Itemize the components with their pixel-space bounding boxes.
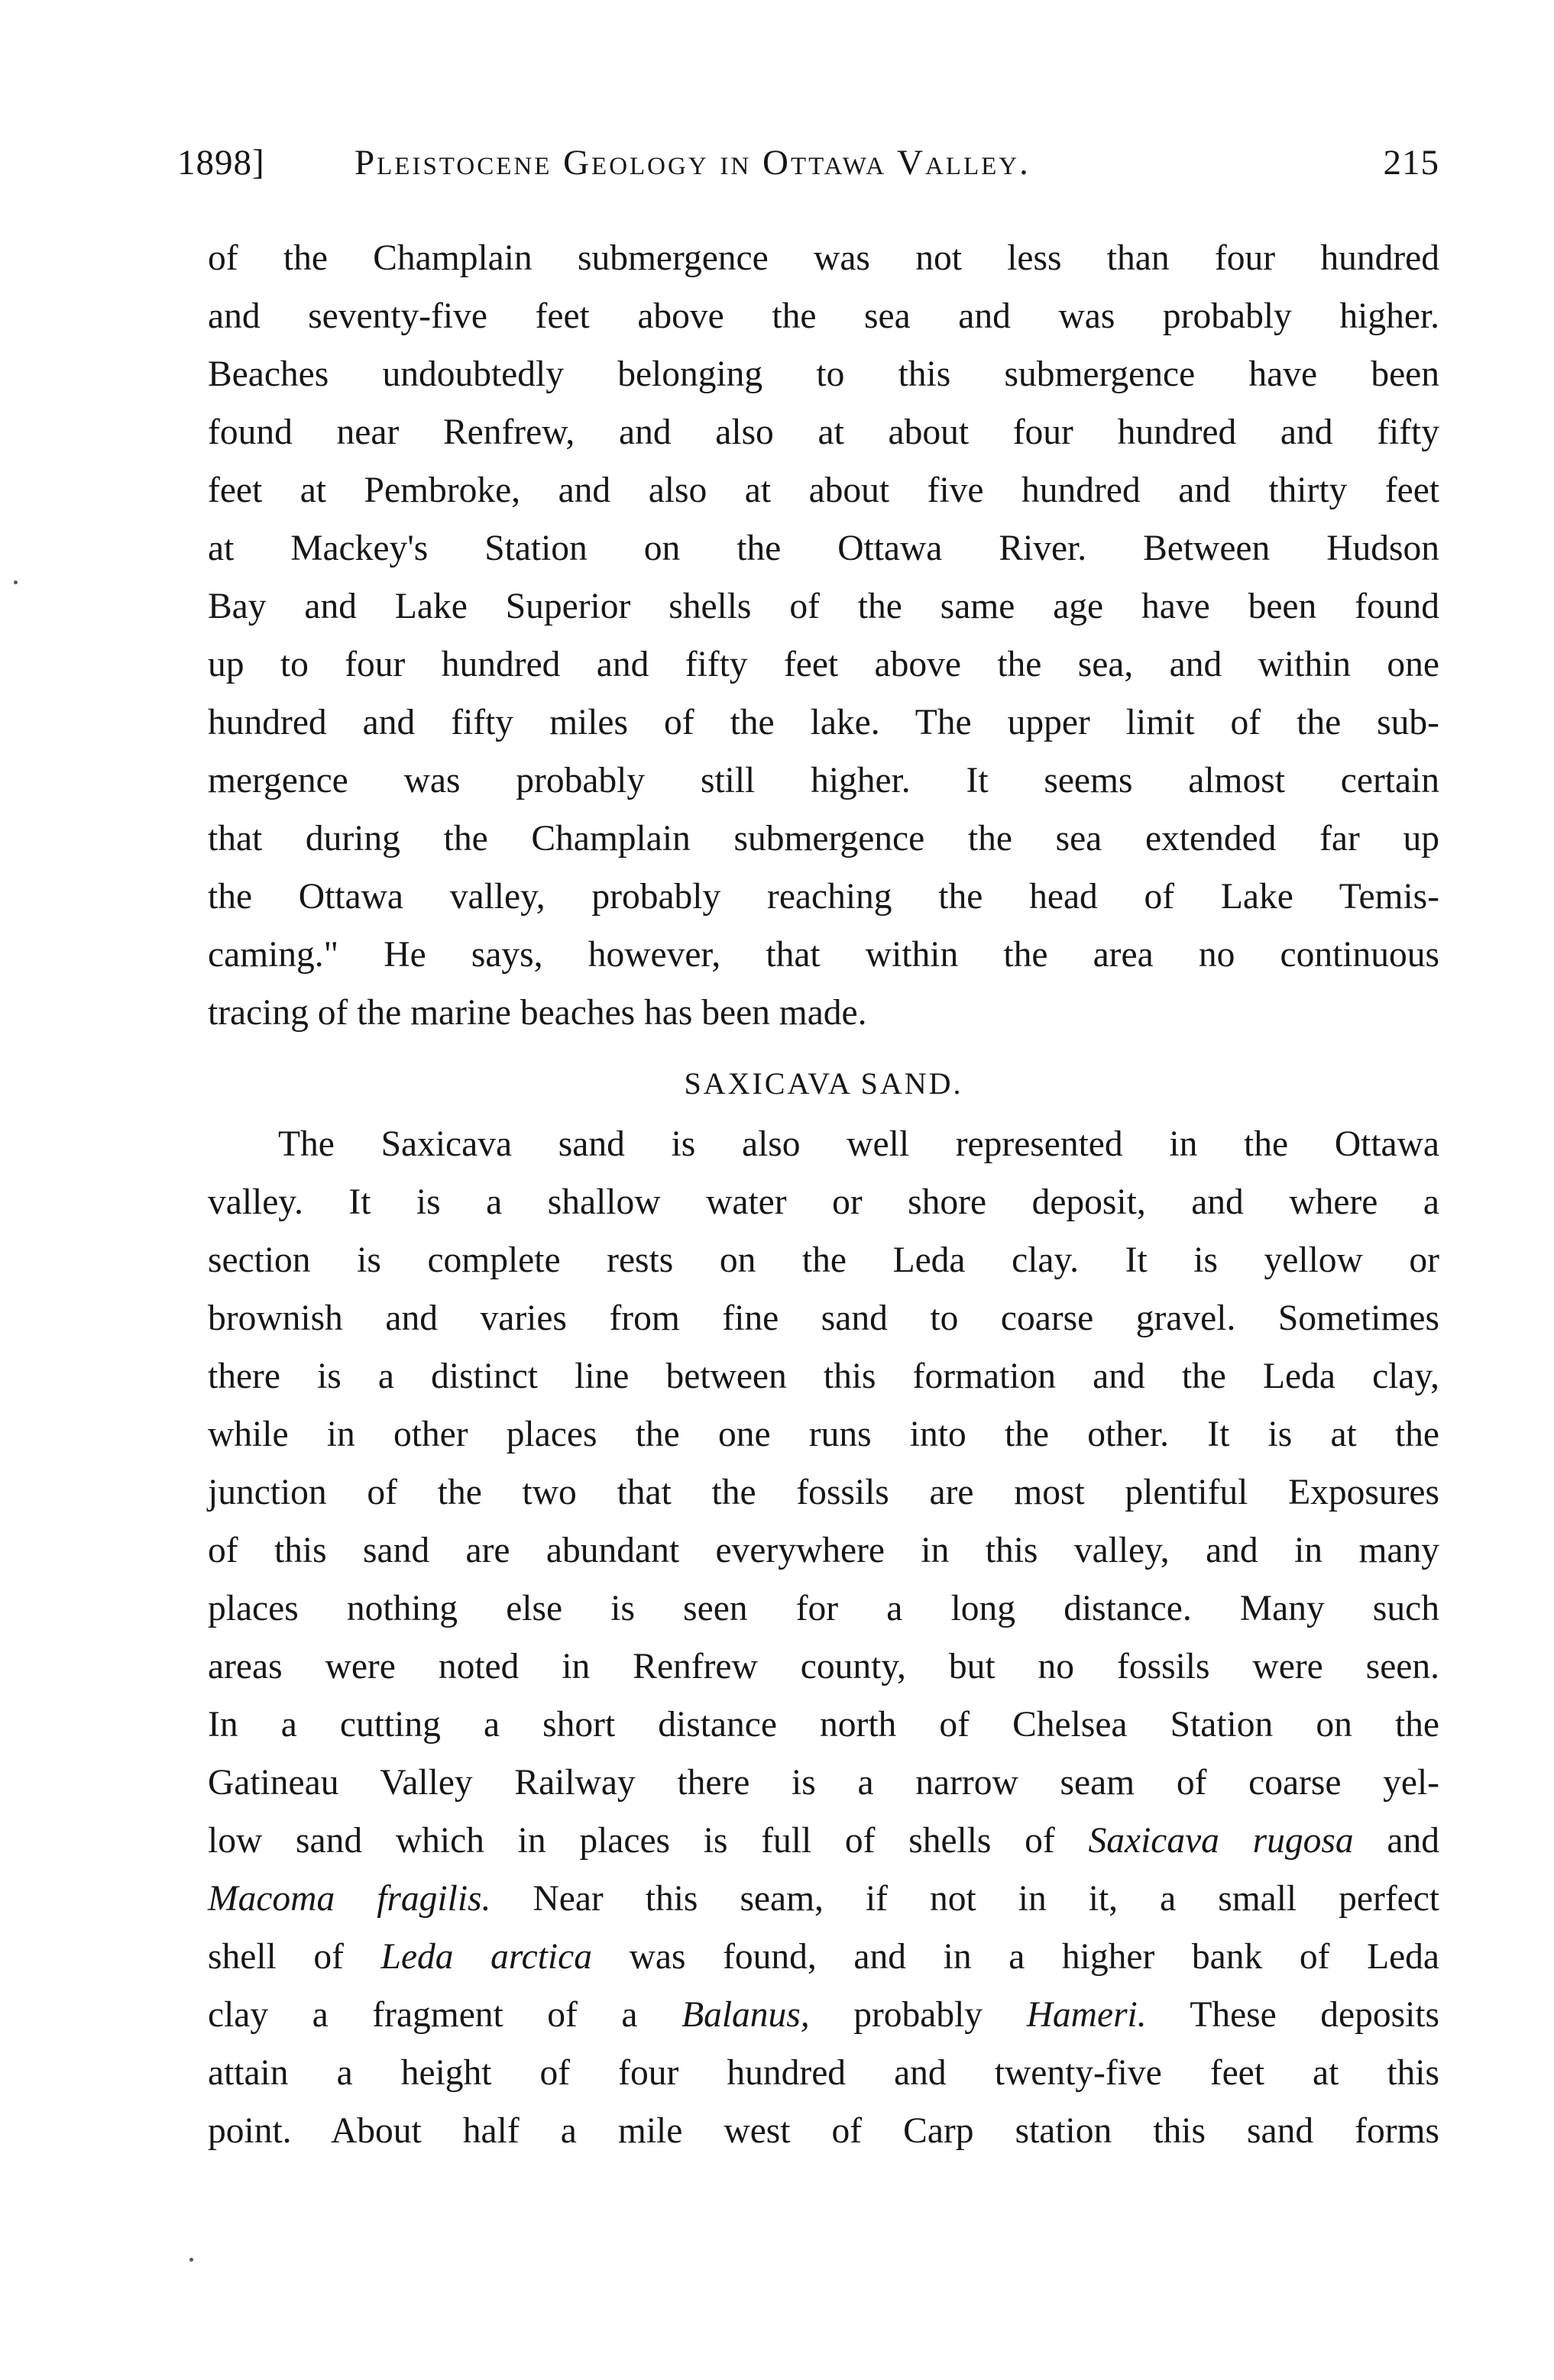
- text-line: In a cutting a short distance north of Chelsea Station on the: [208, 1705, 1439, 1745]
- text-line: caming." He says, however, that within the area no continuous: [208, 935, 1439, 975]
- scan-speck: [189, 2258, 193, 2262]
- paragraph-saxicava-sand: [208, 1115, 1439, 2160]
- text-line: of this sand are abundant everywhere in this valley, and in many: [208, 1531, 1439, 1570]
- text-line: mergence was probably still higher. It seems almost certain: [208, 761, 1439, 800]
- text-line: point. About half a mile west of Carp station this sand forms: [208, 2111, 1439, 2151]
- text-line: found near Renfrew, and also at about four hundred and fifty: [208, 412, 1439, 452]
- text-line: areas were noted in Renfrew county, but no fossils were seen.: [208, 1647, 1439, 1686]
- header-year: 1898]: [177, 143, 265, 183]
- species-name: Macoma fragilis.: [208, 1879, 491, 1919]
- text-run: and: [1353, 1821, 1439, 1861]
- text-line: that during the Champlain submergence the sea extended far up: [208, 819, 1439, 859]
- text-run: Near this seam, if not in it, a small perfect: [490, 1879, 1439, 1919]
- species-name: Saxicava rugosa: [1088, 1821, 1354, 1861]
- text-line: hundred and fifty miles of the lake. The upper limit of the sub-: [208, 703, 1439, 742]
- text-run: low sand which in places is full of shells of: [208, 1821, 1089, 1861]
- species-name: Hameri.: [1026, 1995, 1147, 2035]
- section-heading: SAXICAVA SAND.: [684, 1066, 963, 1101]
- running-head: [177, 142, 1439, 196]
- text-line: at Mackey's Station on the Ottawa River. Between Hudson: [208, 529, 1439, 568]
- text-line: of the Champlain submergence was not less than four hundred: [208, 238, 1439, 278]
- text-line: while in other places the one runs into the other. It is at the: [208, 1415, 1439, 1454]
- text-line: section is complete rests on the Leda clay. It is yellow or: [208, 1240, 1439, 1280]
- text-line: The Saxicava sand is also well represented in the Ottawa: [278, 1124, 1439, 1164]
- page-number: 215: [1383, 143, 1439, 183]
- text-run: clay a fragment of a: [208, 1995, 682, 2035]
- text-line: [208, 1986, 1439, 2044]
- text-line: [208, 1928, 1439, 1986]
- text-line: feet at Pembroke, and also at about five hundred and thirty feet: [208, 471, 1439, 510]
- header-title: Pleistocene Geology in Ottawa Valley.: [355, 143, 1031, 183]
- text-line: tracing of the marine beaches has been made.: [208, 993, 867, 1033]
- paragraph-champlain-submergence: [208, 229, 1439, 1042]
- species-name: Balanus,: [681, 1995, 810, 2035]
- text-line: up to four hundred and fifty feet above the sea, and within one: [208, 645, 1439, 684]
- text-line: brownish and varies from fine sand to coarse gravel. Sometimes: [208, 1298, 1439, 1338]
- text-line: junction of the two that the fossils are most plentiful Exposures: [208, 1473, 1439, 1512]
- text-run: probably: [809, 1995, 1027, 2035]
- text-line: and seventy-five feet above the sea and was probably higher.: [208, 296, 1439, 336]
- text-run: shell of: [208, 1937, 381, 1977]
- text-line: there is a distinct line between this formation and the Leda clay,: [208, 1357, 1439, 1396]
- text-line: the Ottawa valley, probably reaching the head of Lake Temis-: [208, 877, 1439, 917]
- text-line: attain a height of four hundred and twenty-five feet at this: [208, 2053, 1439, 2093]
- text-run: was found, and in a higher bank of Leda: [591, 1937, 1439, 1977]
- text-line: [208, 1870, 1439, 1928]
- text-run: These deposits: [1146, 1995, 1439, 2035]
- text-line: Beaches undoubtedly belonging to this submergence have been: [208, 354, 1439, 394]
- text-line: Gatineau Valley Railway there is a narrow seam of coarse yel-: [208, 1763, 1439, 1803]
- text-line: Bay and Lake Superior shells of the same age have been found: [208, 587, 1439, 626]
- text-line: places nothing else is seen for a long distance. Many such: [208, 1589, 1439, 1628]
- species-name: Leda arctica: [380, 1937, 592, 1977]
- text-line: valley. It is a shallow water or shore deposit, and where a: [208, 1182, 1439, 1222]
- scan-speck: [14, 580, 18, 584]
- text-line: [208, 1812, 1439, 1870]
